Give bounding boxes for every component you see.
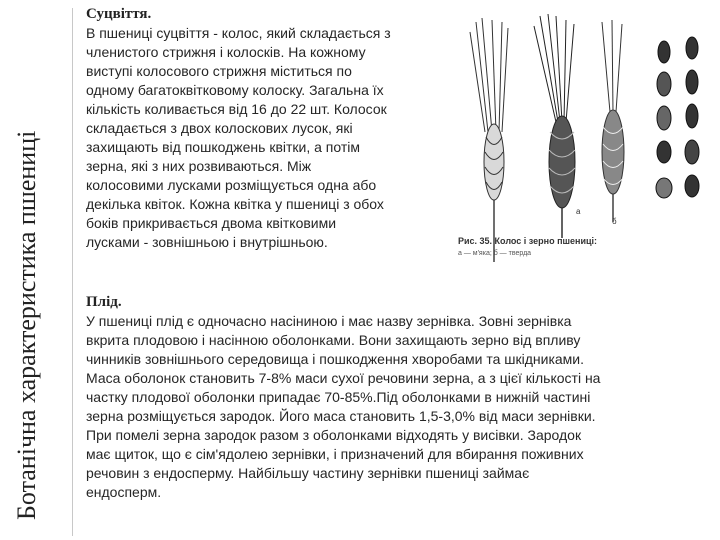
text-line: зерна розміщується зародок. Його маса становить 1,5-3,0% від маси зернівки. [86, 408, 596, 424]
wheat-spike-c [602, 20, 624, 222]
text-line: захищають від пошкоджень квітки, а потім [86, 139, 361, 155]
text-line: При помелі зерна зародок разом з оболонками відходять у висівки. Зародок [86, 427, 582, 443]
text-line: В пшениці суцвіття - колос, який складається з [86, 25, 391, 41]
wheat-grains [656, 37, 699, 198]
wheat-spike-b [534, 14, 575, 238]
text-line: зерна, які з них розвиваються. Між [86, 158, 312, 174]
figure-label-b: б [612, 217, 617, 226]
text-line: декілька квіток. Кожна квітка у пшениці з обох [86, 196, 384, 212]
text-line: складається з двох колоскових лусок, які [86, 120, 353, 136]
text-line: речовин з ендосперму. Найбільшу частину зернівки пшениці займає [86, 465, 530, 481]
vertical-divider [72, 8, 73, 536]
figure-caption: Рис. 35. Колос і зерно пшениці: [458, 236, 598, 246]
section-paragraph [86, 24, 450, 252]
text-line: одному багатоквітковому колоску. Загальна їх [86, 82, 384, 98]
section-fruit [86, 292, 706, 502]
section-heading: Плід. [86, 294, 122, 310]
text-line: кількість коливається від 16 до 22 шт. Колосок [86, 101, 387, 117]
section-inflorescence [86, 4, 450, 252]
text-line: лусками - зовнішньою і внутрішньою. [86, 234, 328, 250]
text-line: частку плодової оболонки припадає 70-85%.Під оболонками в нижній частині [86, 389, 591, 405]
side-title-band [0, 0, 70, 540]
text-line: Маса оболонок становить 7-8% маси сухої речовини зерна, а з цієї кількості на [86, 370, 601, 386]
section-paragraph [86, 312, 706, 502]
slide-title: Ботанічна характеристика пшениці [12, 130, 41, 520]
text-line: вкрита плодовою і насінною оболонками. Вони захищають зерно від впливу [86, 332, 581, 348]
text-line: виступі колосового стрижня міститься по [86, 63, 352, 79]
wheat-illustration [452, 12, 714, 270]
text-line: ендосперм. [86, 484, 162, 500]
text-line: У пшениці плід є одночасно насіниною і має назву зернівка. Зовні зернівка [86, 313, 572, 329]
figure-sub-caption: а — м'яка; б — тверда [458, 250, 532, 257]
text-line: має щиток, що є сім'ядолею зернівки, і призначений для вбирання поживних [86, 446, 584, 462]
figure-label-a: а [576, 207, 581, 216]
text-line: чинників зовнішнього середовища і пошкодження хворобами та шкідниками. [86, 351, 585, 367]
wheat-figure-svg [452, 12, 714, 270]
section-heading: Суцвіття. [86, 6, 152, 22]
wheat-spike-a [470, 18, 508, 262]
text-line: боків прикривається двома квітковими [86, 215, 337, 231]
text-line: колосовими лусками розміщується одна або [86, 177, 377, 193]
text-line: членистого стрижня і колосків. На кожному [86, 44, 366, 60]
